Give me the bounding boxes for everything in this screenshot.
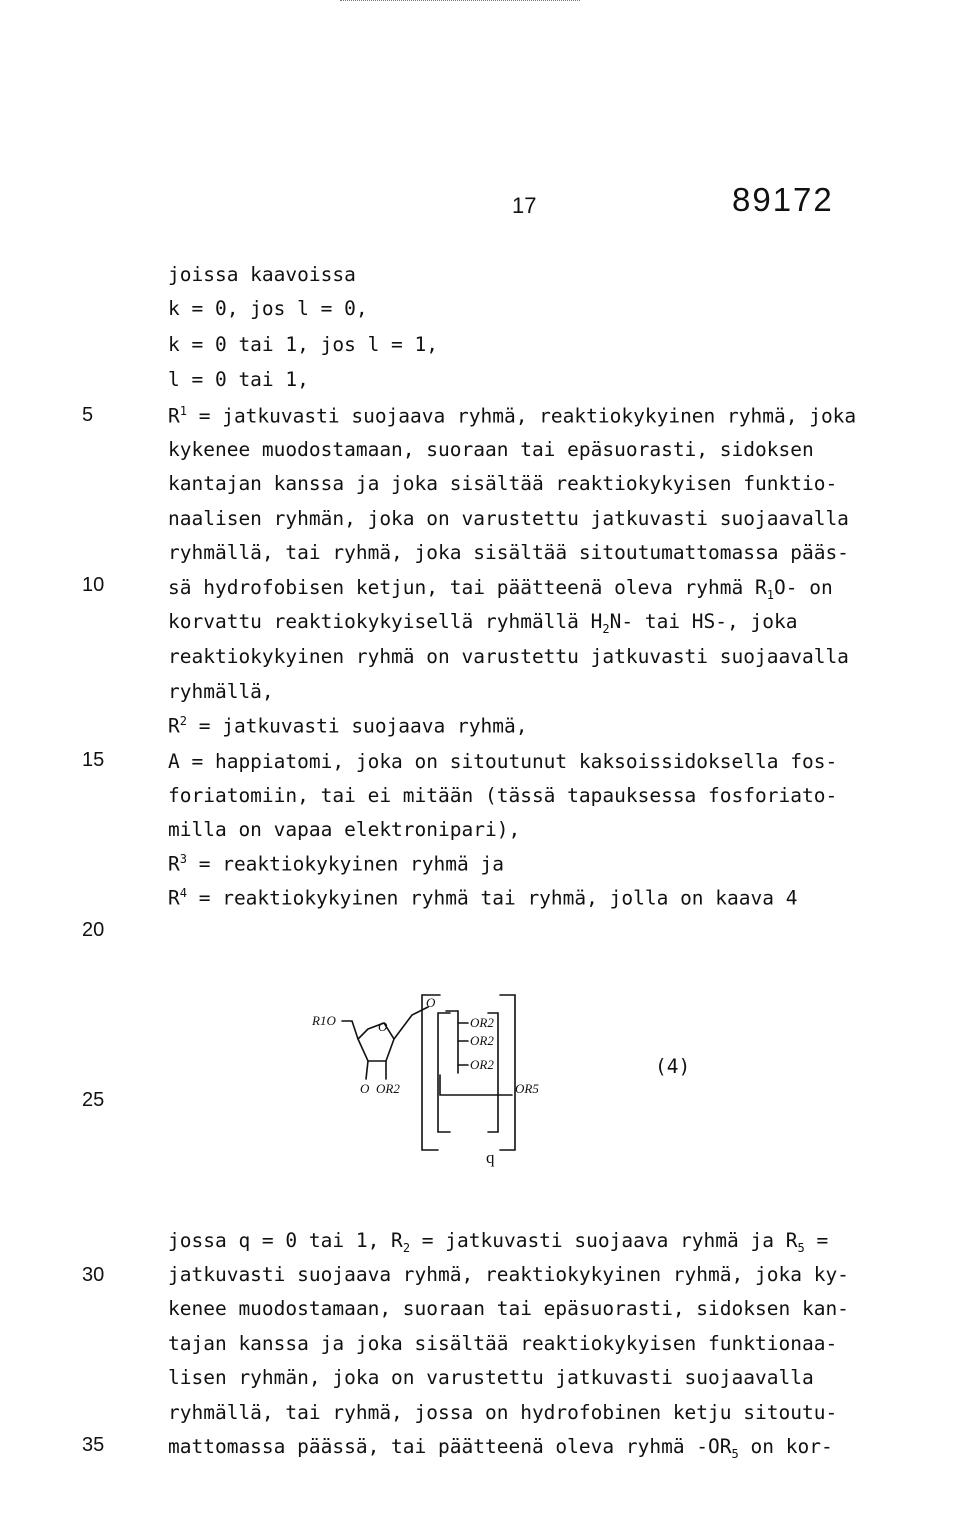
text-line: ryhmällä, xyxy=(168,680,274,703)
text-line: $R^3$ = reaktiokykyinen ryhmä ja xyxy=(168,852,504,876)
text-line: reaktiokykyinen ryhmä on varustettu jatkuvasti suojaavalla xyxy=(168,645,849,668)
text-line: A = happiatomi, joka on sitoutunut kaksoissidoksella fos- xyxy=(168,750,838,773)
atom-o-bottom: O xyxy=(360,1081,370,1096)
text-line: kantajan kanssa ja joka sisältää reaktiokykyisen funktio- xyxy=(168,472,838,495)
left-inner-bracket xyxy=(438,1013,450,1132)
formula-repeat-index: q xyxy=(486,1148,495,1167)
line-number: 20 xyxy=(82,919,105,941)
text-line: kykenee muodostamaan, suoraan tai epäsuorasti, sidoksen xyxy=(168,438,814,461)
line-number: 30 xyxy=(82,1264,105,1286)
r1o-bond xyxy=(342,1021,358,1039)
ring-to-phosphate-bond xyxy=(394,1007,428,1039)
line-number: 10 xyxy=(82,574,105,596)
atom-o-top: O xyxy=(426,995,436,1010)
atom-or2-bottom: OR2 xyxy=(376,1081,400,1096)
atom-or2-a: OR2 xyxy=(470,1015,494,1030)
text-line: mattomassa päässä, tai päätteenä oleva ryhmä $-OR_5$ on kor- xyxy=(168,1435,833,1461)
chemical-formula-4 xyxy=(300,985,560,1175)
text-line: naalisen ryhmän, joka on varustettu jatkuvasti suojaavalla xyxy=(168,507,849,530)
text-line: $R^4$ = reaktiokykyinen ryhmä tai ryhmä, jolla on kaava 4 xyxy=(168,886,798,910)
scan-top-edge xyxy=(340,0,580,1)
text-line: tajan kanssa ja joka sisältää reaktiokykyisen funktionaa- xyxy=(168,1332,838,1355)
text-line: joissa kaavoissa xyxy=(168,263,356,286)
text-line: $R^2$ = jatkuvasti suojaava ryhmä, xyxy=(168,714,528,738)
or5-bond xyxy=(440,1075,512,1095)
text-line: ryhmällä, tai ryhmä, joka sisältää sitoutumattomassa pääs- xyxy=(168,541,849,564)
atom-ring-o: O xyxy=(378,1019,388,1034)
right-inner-bracket xyxy=(488,1013,498,1132)
page-number: 17 xyxy=(512,193,537,218)
sugar-ring xyxy=(358,1023,394,1061)
document-number: 89172 xyxy=(732,181,834,218)
atom-r1o: R1O xyxy=(312,1013,336,1028)
bottom-o-bond xyxy=(366,1061,368,1079)
text-line: kenee muodostamaan, suoraan tai epäsuorasti, sidoksen kan- xyxy=(168,1297,849,1320)
text-line: l = 0 tai 1, xyxy=(168,368,309,391)
line-number: 25 xyxy=(82,1089,105,1111)
line-number: 15 xyxy=(82,749,105,771)
text-line: milla on vapaa elektronipari), xyxy=(168,818,521,841)
text-line: ryhmällä, tai ryhmä, jossa on hydrofobinen ketju sitoutu- xyxy=(168,1401,838,1424)
formula-label: (4) xyxy=(655,1055,691,1078)
atom-or2-b: OR2 xyxy=(470,1033,494,1048)
text-line: k = 0, jos l = 0, xyxy=(168,297,368,320)
atom-or2-c: OR2 xyxy=(470,1057,494,1072)
line-number: 35 xyxy=(82,1434,105,1456)
right-outer-bracket xyxy=(500,995,515,1150)
text-line: $R^1$ = jatkuvasti suojaava ryhmä, reaktiokykyinen ryhmä, joka xyxy=(168,404,857,428)
text-line: jossa q = 0 tai 1, $R_2$ = jatkuvasti suojaava ryhmä ja $R_5$ = xyxy=(168,1229,829,1255)
phosphate-backbone xyxy=(446,1011,458,1073)
text-line: lisen ryhmän, joka on varustettu jatkuvasti suojaavalla xyxy=(168,1366,814,1389)
text-line: sä hydrofobisen ketjun, tai päätteenä oleva ryhmä $R_1O-$ on xyxy=(168,576,833,602)
text-line: jatkuvasti suojaava ryhmä, reaktiokykyinen ryhmä, joka ky- xyxy=(168,1263,849,1286)
text-line: korvattu reaktiokykyisellä ryhmällä $H_2N-$ tai HS-, joka xyxy=(168,610,798,636)
text-line: k = 0 tai 1, jos l = 1, xyxy=(168,333,439,356)
atom-or5: OR5 xyxy=(515,1081,539,1096)
text-line: foriatomiin, tai ei mitään (tässä tapauksessa fosforiato- xyxy=(168,784,838,807)
line-number: 5 xyxy=(82,404,94,426)
